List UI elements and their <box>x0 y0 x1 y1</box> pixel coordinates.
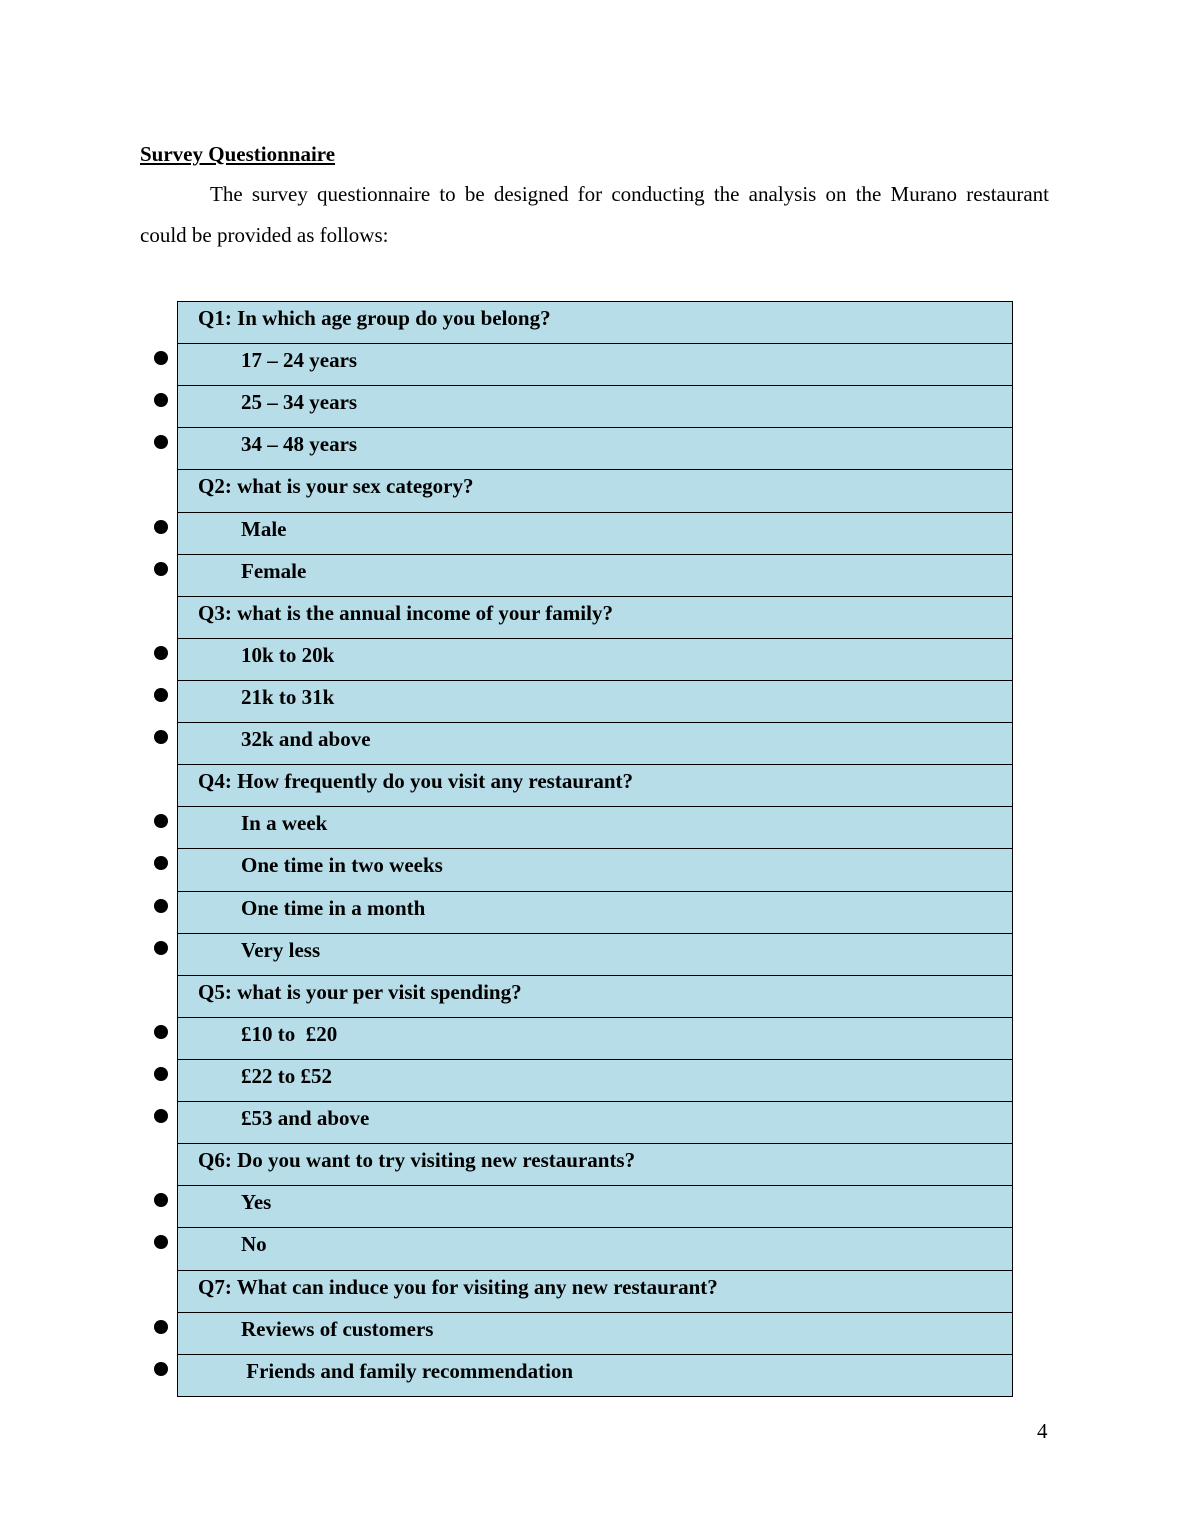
option-row <box>178 723 1012 765</box>
option-row <box>178 1228 1012 1270</box>
option-text: Friends and family recommendation <box>241 1358 574 1383</box>
question-row <box>178 1144 1012 1186</box>
bullet-icon <box>154 1025 168 1039</box>
option-row <box>178 344 1012 386</box>
option-text: No <box>241 1232 267 1257</box>
option-text: £10 to £20 <box>241 1021 338 1046</box>
option-row <box>178 1060 1012 1102</box>
option-text: 32k and above <box>241 727 371 752</box>
option-text: 17 – 24 years <box>241 348 358 373</box>
option-text: Very less <box>241 937 321 962</box>
bullet-icon <box>154 899 168 913</box>
option-text: £53 and above <box>241 1106 370 1131</box>
bullet-icon <box>154 730 168 744</box>
question-text: Q1: In which age group do you belong? <box>198 306 551 330</box>
option-text: Reviews of customers <box>241 1316 434 1341</box>
option-text: Male <box>241 516 287 541</box>
question-row <box>178 302 1012 344</box>
question-text: Q6: Do you want to try visiting new restaurants? <box>198 1148 636 1173</box>
bullet-icon <box>154 941 168 955</box>
section-heading: Survey Questionnaire <box>140 142 336 166</box>
question-text: Q5: what is your per visit spending? <box>198 979 522 1004</box>
option-row <box>178 681 1012 723</box>
option-row <box>178 1018 1012 1060</box>
question-text: Q4: How frequently do you visit any restaurant? <box>198 769 633 794</box>
question-row <box>178 976 1012 1018</box>
question-row <box>178 597 1012 639</box>
bullet-icon <box>154 1235 168 1249</box>
bullet-icon <box>154 646 168 660</box>
option-text: £22 to £52 <box>241 1063 332 1088</box>
option-text: 34 – 48 years <box>241 432 358 457</box>
bullet-icon <box>154 856 168 870</box>
bullet-icon <box>154 688 168 702</box>
question-text: Q2: what is your sex category? <box>198 474 474 499</box>
option-text: Female <box>241 558 307 583</box>
option-row <box>178 639 1012 681</box>
option-row <box>178 513 1012 555</box>
question-row <box>178 470 1012 512</box>
option-row <box>178 386 1012 428</box>
intro-paragraph: The survey questionnaire to be designed for conducting the analysis on the Murano restaurant could be provided as follows: <box>140 182 1049 247</box>
bullet-icon <box>154 1362 168 1376</box>
question-text: Q3: what is the annual income of your family? <box>198 600 613 625</box>
option-row <box>178 1313 1012 1355</box>
option-row <box>178 892 1012 934</box>
option-row <box>178 555 1012 597</box>
bullet-icon <box>154 1067 168 1081</box>
bullet-icon <box>154 520 168 534</box>
option-row <box>178 428 1012 470</box>
question-text: Q7: What can induce you for visiting any new restaurant? <box>198 1274 718 1299</box>
bullet-icon <box>154 393 168 407</box>
option-row <box>178 1355 1012 1396</box>
option-text: 25 – 34 years <box>241 390 358 415</box>
bullet-icon <box>154 1193 168 1207</box>
bullet-icon <box>154 562 168 576</box>
survey-table <box>177 301 1013 1397</box>
option-text: One time in a month <box>241 895 426 920</box>
option-row <box>178 934 1012 976</box>
bullet-icon <box>154 1109 168 1123</box>
bullet-icon <box>154 435 168 449</box>
option-text: 21k to 31k <box>241 684 335 709</box>
option-text: In a week <box>241 811 328 836</box>
option-row <box>178 1186 1012 1228</box>
bullet-icon <box>154 814 168 828</box>
option-text: 10k to 20k <box>241 642 335 667</box>
option-text: Yes <box>241 1190 272 1215</box>
page-number: 4 <box>1037 1419 1048 1443</box>
bullet-icon <box>154 1320 168 1334</box>
option-row <box>178 849 1012 891</box>
question-row <box>178 765 1012 807</box>
question-row <box>178 1271 1012 1313</box>
option-row <box>178 807 1012 849</box>
option-row <box>178 1102 1012 1144</box>
option-text: One time in two weeks <box>241 853 443 878</box>
bullet-icon <box>154 351 168 365</box>
